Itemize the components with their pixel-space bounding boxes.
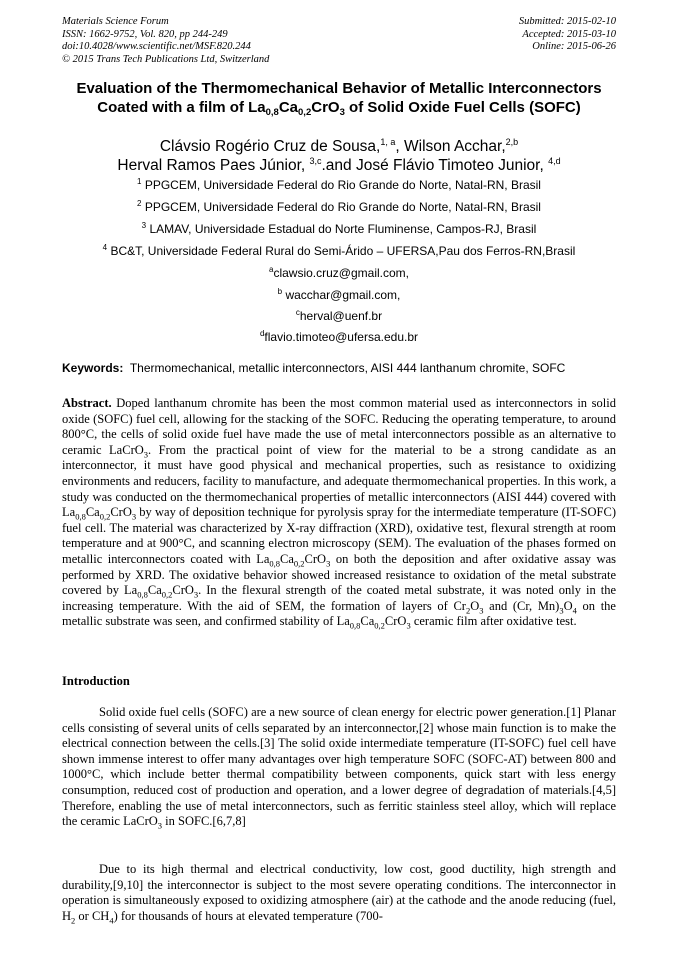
affiliation-text: PPGCEM, Universidade Federal do Rio Grande do Norte, Natal-RN, Brasil <box>144 178 541 192</box>
email-text[interactable]: flavio.timoteo@ufersa.edu.br <box>264 330 419 344</box>
affiliation-text: BC&T, Universidade Federal Rural do Semi-Árido – UFERSA,Pau dos Ferros-RN,Brasil <box>110 244 576 258</box>
abstract-text: on both the deposition and after oxidative assay was performed by XRD. The oxidative behavior showed increased resistance to oxidation of the metal substrate covered by La <box>62 551 616 598</box>
title-text: CrO <box>311 99 340 116</box>
online-date: Online: 2015-06-26 <box>532 41 616 52</box>
paragraph-text: or CH <box>75 908 110 923</box>
abstract-text: CrO <box>304 551 327 566</box>
abstract-text: O <box>470 598 480 613</box>
keywords <box>62 361 616 376</box>
author-superscript: 3,c <box>309 156 322 166</box>
subscript: 4 <box>109 915 114 926</box>
keywords-label: Keywords: <box>62 361 124 375</box>
email-marker: c <box>295 308 300 317</box>
intro-paragraph-2 <box>62 862 616 924</box>
subscript: 4 <box>572 605 577 616</box>
abstract-text: Ca <box>147 583 162 598</box>
abstract-text: CrO <box>172 583 194 598</box>
email-d[interactable] <box>62 330 616 345</box>
email-text[interactable]: herval@uenf.br <box>299 309 383 323</box>
subscript: 0,2 <box>161 589 173 600</box>
paper-title <box>62 79 616 117</box>
affiliation-2 <box>62 200 616 215</box>
affiliation-marker: 3 <box>141 221 147 230</box>
journal-issn: ISSN: 1662-9752, Vol. 820, pp 244-249 <box>62 28 228 40</box>
affiliation-text: LAMAV, Universidade Estadual do Norte Fluminense, Campos-RJ, Brasil <box>149 222 537 236</box>
abstract-text: Ca <box>280 551 294 566</box>
paragraph-text: Solid oxide fuel cells (SOFC) are a new source of clean energy for electric power generation.[1] Planar cells consisting of several units of cells separated by an interconnector,[2] whose main function is to make the electrical connection between the cells.[3] The solid oxide intermediate temperature (IT-SOFC) fuel cell have shown immense interest to offer many advantages over high temperature SOFC (SOFC-AT) between 800 and 1000°C, which include better thermal compatibility between components, quick start with less energy consumption, reduced cost of production and operation, and a lower degree of degradation of materials.[4,5] Therefore, enabling the use of metal interconnectors, such as ferritic stainless steel alloy, which will replace the ceramic LaCrO <box>62 705 616 829</box>
subscript: 3 <box>559 605 564 616</box>
keywords-text: Thermomechanical, metallic interconnectors, AISI 444 lanthanum chromite, SOFC <box>129 361 566 375</box>
abstract-text: O <box>563 598 573 613</box>
subscript: 0,2 <box>293 558 305 569</box>
title-subscript: 0,8 <box>265 107 279 118</box>
author-name: Clávsio Rogério Cruz de Sousa, <box>159 138 381 155</box>
journal-copyright: © 2015 Trans Tech Publications Ltd, Switzerland <box>62 53 270 65</box>
abstract-label: Abstract. <box>62 396 112 410</box>
email-text[interactable]: wacchar@gmail.com, <box>285 288 401 302</box>
paragraph-text: in SOFC.[6,7,8] <box>162 814 246 829</box>
abstract-text: . In the flexural strength of the coated metal substrate, it was noted only in the increasing temperature. With the aid of SEM, the formation of layers of Cr <box>62 583 616 613</box>
subscript: 3 <box>479 605 484 616</box>
affiliation-3 <box>62 222 616 237</box>
subscript: 0,2 <box>374 620 385 631</box>
author-line-1 <box>62 137 616 156</box>
section-heading-introduction: Introduction <box>62 674 130 688</box>
author-name: .and José Flávio Timoteo Junior, <box>321 157 549 174</box>
affiliation-marker: 4 <box>102 243 108 252</box>
email-c[interactable] <box>62 309 616 324</box>
author-list <box>62 137 616 175</box>
subscript: 3 <box>143 449 149 460</box>
subscript: 3 <box>131 511 137 522</box>
email-marker: b <box>277 287 283 296</box>
abstract-text: Ca <box>360 614 375 629</box>
subscript: 0,8 <box>349 620 361 631</box>
title-subscript: 0,2 <box>298 107 312 118</box>
journal-doi[interactable]: doi:10.4028/www.scientific.net/MSF.820.244 <box>62 41 251 52</box>
subscript: 2 <box>465 605 471 616</box>
abstract-text: . From the practical point of view for the material to be a strong candidate as an interconnector, it must have good physical and mechanical properties, such as resistance to oxidizing environments and reducers, facility to manufacture, and adequate thermomechanical properties. In this work, a study was conducted on the thermomechanical properties of metallic interconnectors (AISI 444) covered with La <box>62 442 616 520</box>
abstract-text: CrO <box>110 505 132 520</box>
subscript: 0,8 <box>75 511 86 522</box>
author-line-2 <box>62 156 616 175</box>
email-text[interactable]: clawsio.cruz@gmail.com, <box>273 266 409 280</box>
submitted-date: Submitted: 2015-02-10 <box>518 16 616 27</box>
title-subscript: 3 <box>339 107 345 118</box>
email-a[interactable] <box>62 266 616 281</box>
affiliation-marker: 2 <box>137 199 142 208</box>
title-text: of Solid Oxide Fuel Cells (SOFC) <box>344 99 581 116</box>
email-b[interactable] <box>62 288 616 303</box>
subscript: 3 <box>193 589 199 600</box>
publication-dates <box>519 16 616 54</box>
title-text: Evaluation of the Thermomechanical Behavior of Metallic Interconnectors Coated with a film of La <box>76 80 602 116</box>
abstract-text: CrO <box>384 614 407 629</box>
accepted-date: Accepted: 2015-03-10 <box>522 28 616 40</box>
paragraph-text: Due to its high thermal and electrical conductivity, low cost, good ductility, high strength and durability,[9,10] the interconnector is subject to the most severe operating conditions. The interconnector in operation is simultaneously exposed to oxidizing atmosphere (air) at the cathode and the anode reducing (fuel, H <box>62 862 616 923</box>
subscript: 3 <box>406 620 411 631</box>
paragraph-text: ) for thousands of hours at elevated temperature (700- <box>113 908 383 923</box>
abstract-text: ceramic film after oxidative test. <box>410 614 577 629</box>
journal-info <box>62 16 269 66</box>
subscript: 2 <box>71 915 76 926</box>
abstract-text: on the metallic substrate was seen, and confirmed stability of La <box>62 598 616 629</box>
journal-name: Materials Science Forum <box>62 16 169 27</box>
author-superscript: 1, a <box>380 137 396 147</box>
subscript: 3 <box>326 558 331 569</box>
title-text: Ca <box>278 99 299 116</box>
abstract-text: Doped lanthanum chromite has been the most common material used as interconnectors in solid oxide (SOFC) fuel cell, allowing for the stacking of the SOFC. Reducing the operating temperature, to around 800°C, the cells of solid oxide fuel have made the use of metal interconnectors possible as an alternative to ceramic LaCrO <box>62 396 616 457</box>
author-superscript: 2,b <box>505 137 519 147</box>
author-superscript: 4,d <box>548 156 561 166</box>
subscript: 0,8 <box>137 589 148 600</box>
email-marker: d <box>259 329 265 338</box>
email-marker: a <box>269 265 274 274</box>
intro-paragraph-1 <box>62 705 616 830</box>
affiliation-marker: 1 <box>137 177 142 186</box>
affiliation-1 <box>62 178 616 193</box>
affiliation-4 <box>62 244 616 259</box>
abstract-text: Ca <box>85 505 100 520</box>
abstract <box>62 396 616 630</box>
abstract-text: and (Cr, Mn) <box>483 598 560 613</box>
author-name: Herval Ramos Paes Júnior, <box>117 157 310 174</box>
subscript: 3 <box>157 820 163 831</box>
author-name: , Wilson Acchar, <box>395 138 506 155</box>
abstract-text: by way of deposition technique for pyrolysis spray for the intermediate temperature (IT-SOFC) fuel cell. The material was characterized by X-ray diffraction (XRD), oxidative test, flexural strength at room temperature and at 900°C, and scanning electron microscopy (SEM). The evaluation of the phases formed on metallic interconnectors coated with La <box>62 505 616 566</box>
subscript: 0,2 <box>99 511 111 522</box>
affiliation-text: PPGCEM, Universidade Federal do Rio Grande do Norte, Natal-RN, Brasil <box>144 200 541 214</box>
subscript: 0,8 <box>269 558 281 569</box>
